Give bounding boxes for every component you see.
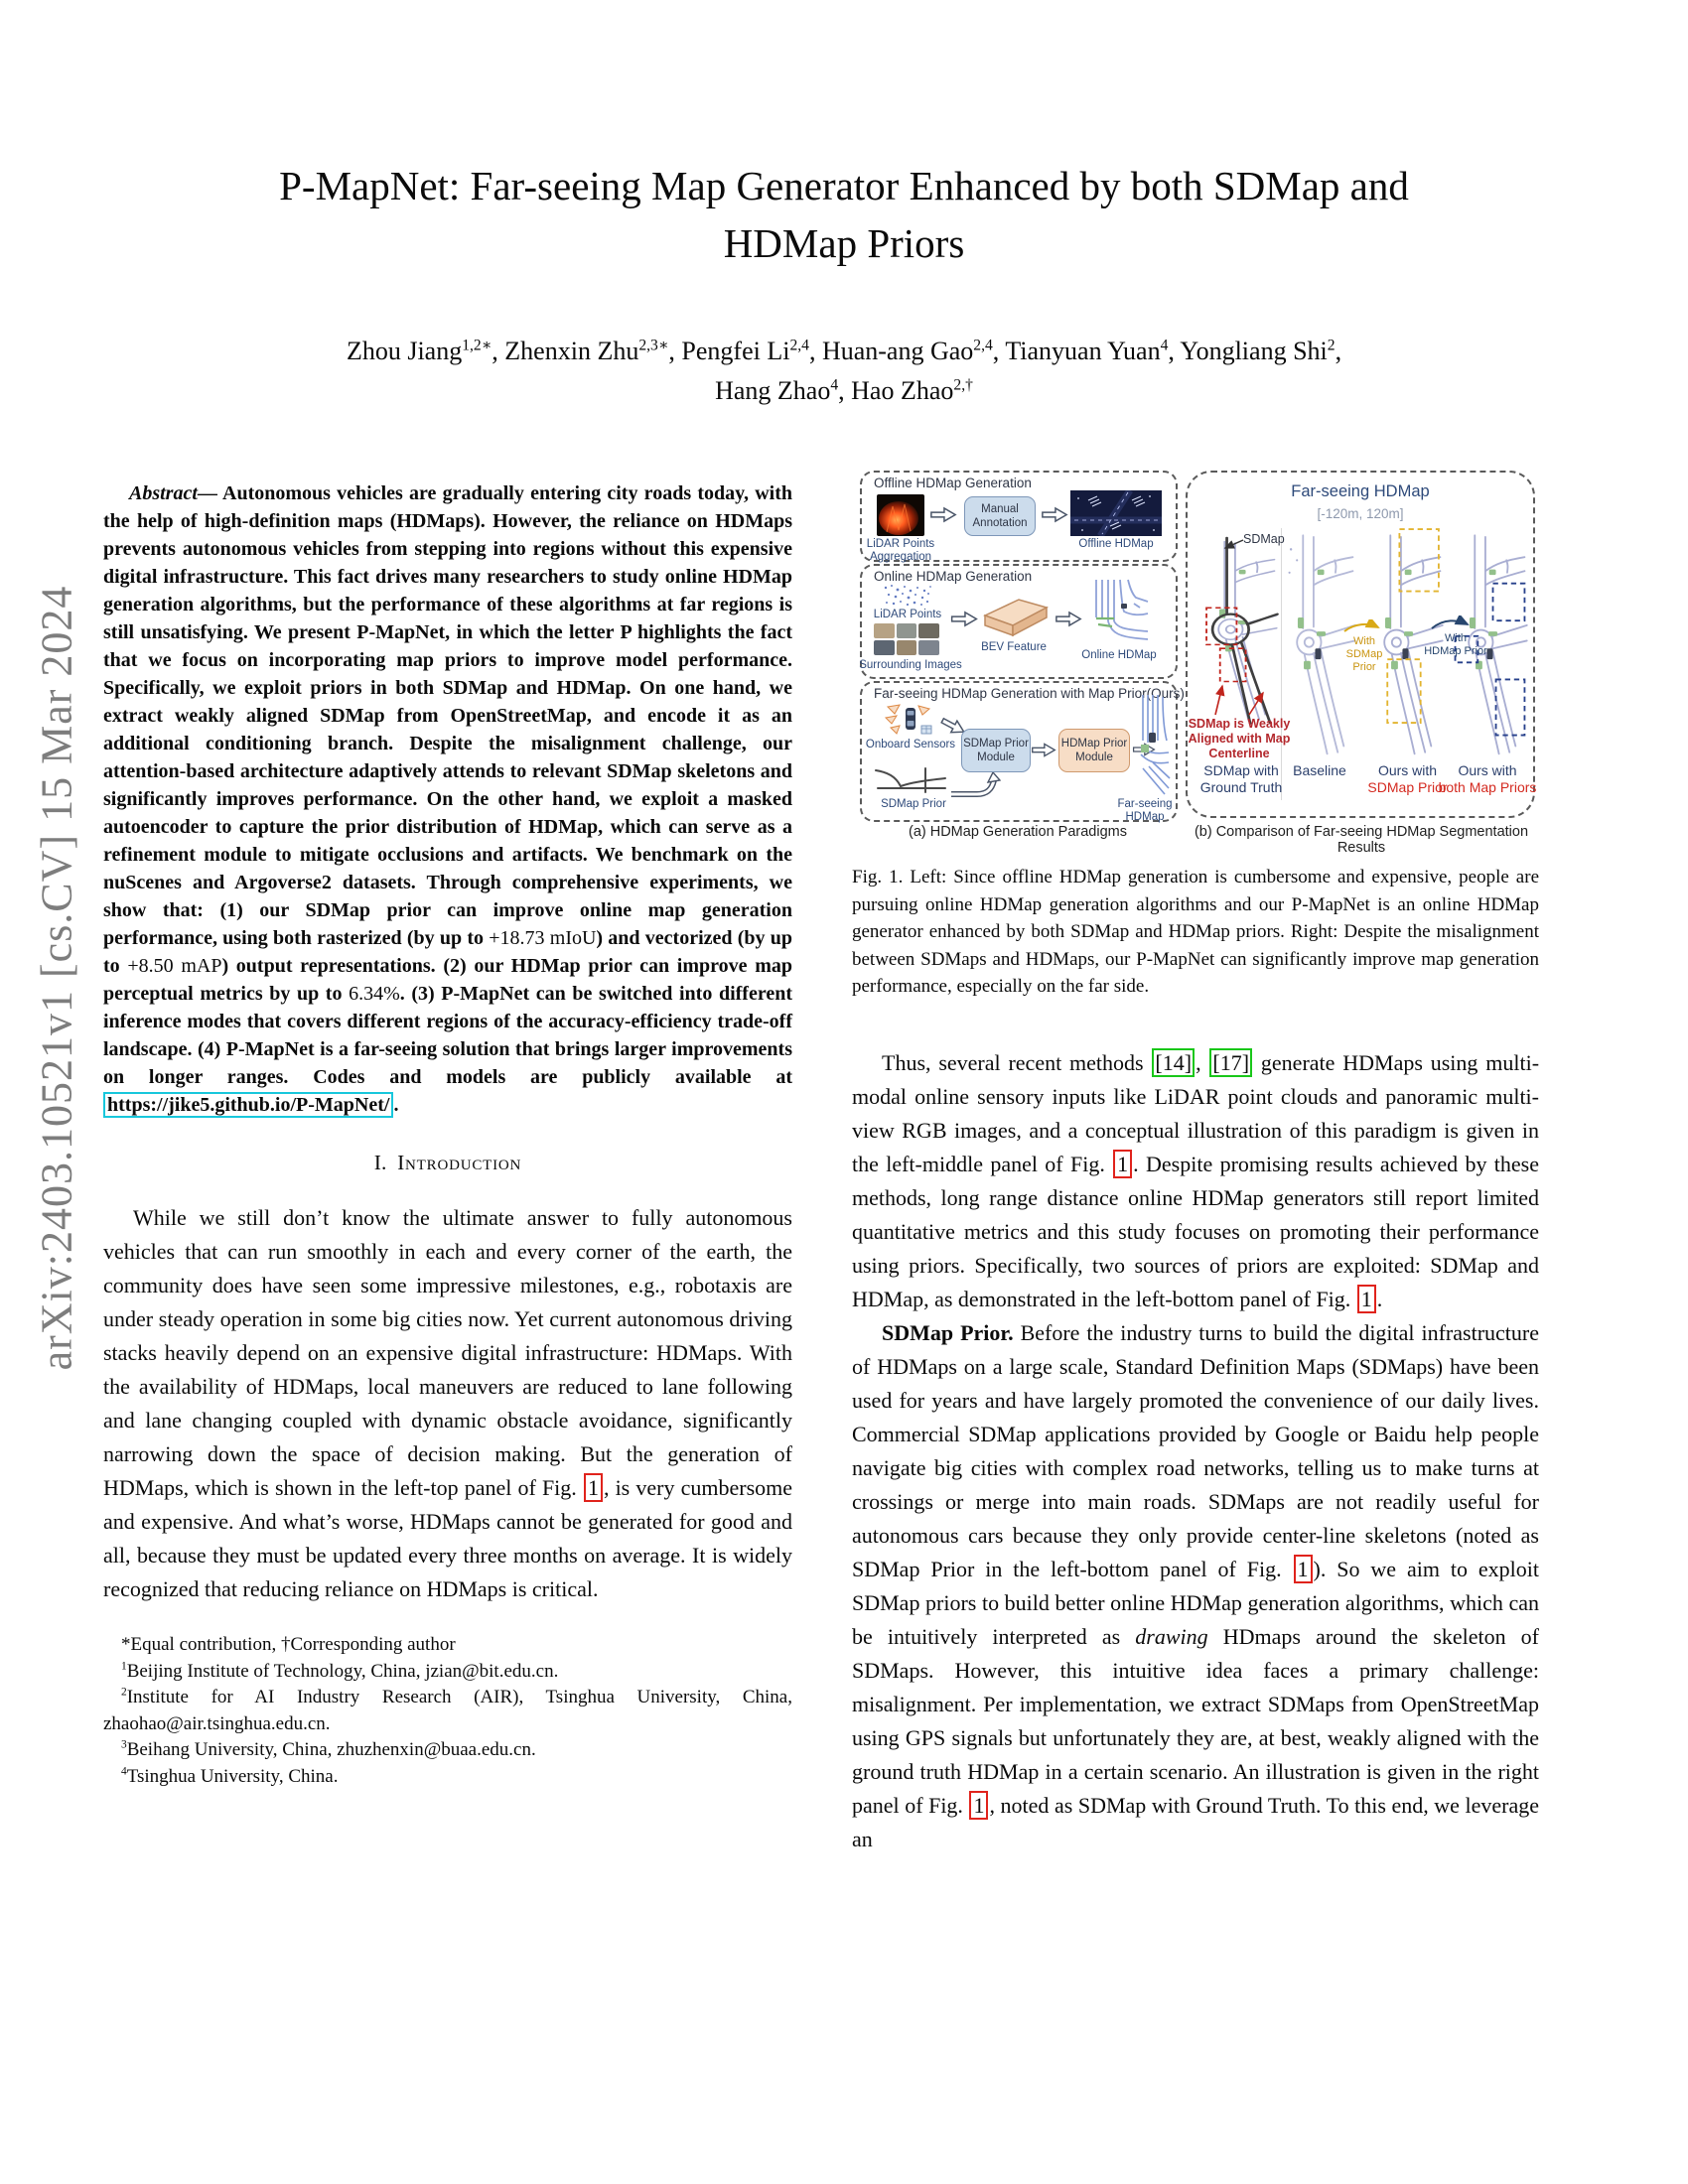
sdmap-prior-label: SDMap Prior bbox=[881, 798, 946, 810]
column-label-sdmap-gt: SDMap with Ground Truth bbox=[1199, 762, 1283, 795]
with-hdmap-prior-arrow-icon bbox=[1430, 615, 1474, 631]
surrounding-images-label: Surrounding Images bbox=[859, 659, 962, 671]
sdmap-prior-sketch bbox=[874, 764, 949, 796]
figure-reference[interactable]: 1 bbox=[584, 1473, 603, 1502]
online-box-title: Online HDMap Generation bbox=[874, 569, 1033, 584]
panel-a-caption: (a) HDMap Generation Paradigms bbox=[908, 824, 1127, 840]
panel-b-caption: (b) Comparison of Far-seeing HDMap Segmentation Results bbox=[1194, 824, 1529, 856]
footnote-affiliation-4: $^4$Tsinghua University, China. bbox=[121, 1765, 339, 1787]
figure-1-caption: Fig. 1. Left: Since offline HDMap generation is cumbersome and expensive, people are pursuing online HDMap generation algorithms and our P-MapNet is an online HDMap generator enhanced by both SDMap and HDMap priors. Right: Despite the misalignment between SDMaps and HDMaps, our P-MapNet can significantly improve map generation performance, especially on the far side. bbox=[852, 867, 1539, 997]
section-title: Introduction bbox=[397, 1151, 522, 1174]
section-heading-introduction bbox=[103, 1151, 792, 1175]
column-label-baseline: Baseline bbox=[1293, 762, 1346, 778]
section-number: I. bbox=[373, 1151, 387, 1174]
paragraph-recent-methods: Thus, several recent methods [14] , [17] generate HDMaps using multi-modal online sensory inputs like LiDAR point clouds and panoramic multi-view RGB images, and a conceptual illustration of this paradigm is given in the left-middle panel of Fig. 1 . Despite promising results achieved by these methods, long range distance online HDMap generators still report limited quantitative metrics and this study focuses on promoting their performance using priors. Specifically, two sources of priors are exploited: SDMap and HDMap, as demonstrated in the left-bottom panel of Fig. 1 . bbox=[852, 1050, 1540, 1311]
arrow-right-icon bbox=[1041, 505, 1068, 524]
author-list bbox=[0, 332, 1688, 411]
farseeing-hdmap-label: Far-seeing HDMap bbox=[1117, 798, 1173, 823]
with-sdmap-prior-label: With SDMap Prior bbox=[1345, 635, 1383, 673]
farseeing-hdmap-generation-box bbox=[860, 681, 1185, 823]
right-column bbox=[852, 1046, 1539, 1856]
online-hdmap-generation-box bbox=[860, 564, 1178, 679]
online-hdmap-image bbox=[1088, 578, 1150, 647]
figure-reference[interactable]: 1 bbox=[969, 1791, 988, 1820]
with-hdmap-prior-label: With HDMap Prior bbox=[1424, 632, 1487, 657]
figure-reference[interactable]: 1 bbox=[1294, 1555, 1313, 1583]
project-url-link[interactable]: https://jike5.github.io/P-MapNet/ bbox=[103, 1092, 393, 1118]
title-line-2: HDMap Priors bbox=[723, 220, 965, 266]
lidar-aggregation-image bbox=[877, 494, 924, 536]
footnote-affiliation-2: $^2$Institute for AI Industry Research (AIR), Tsinghua University, China, zhaohao@air.tsinghua.edu.cn. bbox=[103, 1686, 792, 1734]
online-hdmap-label: Online HDMap bbox=[1081, 649, 1157, 661]
arrow-right-icon bbox=[1055, 610, 1082, 628]
lidar-points-label: LiDAR Points bbox=[873, 609, 942, 620]
weakly-aligned-note: SDMap is Weakly Aligned with Map Centerline bbox=[1188, 717, 1291, 760]
author-line-1: Zhou Jiang$^{1,2∗}$, Zhenxin Zhu$^{2,3∗}$, Pengfei Li$^{2,4}$, Huan-ang Gao$^{2,4}$, Tianyuan Yuan$^4$, Yongliang Shi$^2$, bbox=[346, 337, 1342, 365]
paper-title bbox=[0, 157, 1688, 272]
curved-arrow-icon bbox=[949, 772, 1001, 800]
footnote-affiliation-3: $^3$Beihang University, China, zhuzhenxin@buaa.edu.cn. bbox=[121, 1738, 536, 1760]
footnote-affiliation-1: $^1$Beijing Institute of Technology, China, jzian@bit.edu.cn. bbox=[121, 1660, 559, 1682]
bev-feature-slab bbox=[979, 594, 1051, 639]
left-column bbox=[103, 479, 792, 1790]
panel-b-title: Far-seeing HDMap bbox=[1291, 482, 1430, 500]
arrow-right-icon bbox=[1031, 741, 1056, 759]
column-label-ours-sdmap: Ours with SDMap Prior bbox=[1367, 762, 1448, 795]
sdmap-pointer-label: SDMap bbox=[1243, 532, 1285, 546]
offline-hdmap-image bbox=[1070, 490, 1162, 536]
arxiv-watermark: arXiv:2403.10521v1 [cs.CV] 15 Mar 2024 bbox=[32, 585, 81, 1371]
surrounding-images-grid bbox=[874, 623, 939, 655]
lidar-aggregation-label: LiDAR Points Aggregation bbox=[866, 538, 935, 563]
bev-feature-label: BEV Feature bbox=[981, 641, 1047, 653]
weakly-aligned-arrows-icon bbox=[1205, 681, 1281, 717]
lidar-points-image bbox=[880, 582, 935, 608]
offline-box-title: Offline HDMap Generation bbox=[874, 476, 1032, 490]
offline-hdmap-generation-box bbox=[860, 471, 1178, 562]
title-line-1: P-MapNet: Far-seeing Map Generator Enhanced by both SDMap and bbox=[279, 163, 1409, 208]
column-label-ours-both: Ours with both Map Priors bbox=[1438, 762, 1537, 795]
farseeing-box-title: Far-seeing HDMap Generation with Map Prior(Ours) bbox=[874, 686, 1185, 701]
hdmap-prior-module-box: HDMap Prior Module bbox=[1058, 729, 1130, 772]
citation-reference[interactable]: [14] bbox=[1152, 1048, 1195, 1077]
sdmap-pointer-arrow-icon bbox=[1219, 536, 1245, 552]
panel-b-range: [-120m, 120m] bbox=[1317, 506, 1404, 521]
sdmap-prior-module-box: SDMap Prior Module bbox=[961, 729, 1031, 772]
onboard-sensors-label: Onboard Sensors bbox=[865, 739, 956, 751]
arrow-right-icon bbox=[929, 505, 957, 524]
farseeing-comparison-box bbox=[1186, 471, 1535, 818]
figure-reference[interactable]: 1 bbox=[1357, 1285, 1376, 1313]
footnotes-block bbox=[103, 1632, 792, 1790]
arrow-right-icon bbox=[949, 610, 979, 628]
figure-1 bbox=[852, 457, 1539, 856]
figure-reference[interactable]: 1 bbox=[1113, 1150, 1132, 1178]
paragraph-sdmap-prior: SDMap Prior. Before the industry turns to build the digital infrastructure of HDMaps on a large scale, Standard Definition Maps (SDMaps) have been used for years and have largely promoted the convenience of our daily lives. Commercial SDMap applications provided by Google or Baidu help people navigate big cities with complex road networks, telling us to make turns at crossings or merge into main roads. SDMaps are not readily useful for autonomous cars because they only provide center-line skeletons (noted as SDMap Prior in the left-bottom panel of Fig. 1 ). So we aim to exploit SDMap priors to build better online HDMap generation algorithms, which can be intuitively interpreted as drawing HDmaps around the skeleton of SDMaps. However, this intuitive idea faces a primary challenge: misalignment. Per implementation, we extract SDMaps from OpenStreetMap using GPS signals but unfortunately they are, at best, weakly aligned with the ground truth HDMap in a certain scenario. An illustration is given in the right panel of Fig. 1 , noted as SDMap with Ground Truth. To this end, we leverage an bbox=[852, 1320, 1540, 1851]
manual-annotation-box: Manual Annotation bbox=[964, 496, 1036, 536]
onboard-sensors-icon bbox=[884, 703, 935, 737]
farseeing-hdmap-image bbox=[1137, 693, 1171, 798]
citation-reference[interactable]: [17] bbox=[1209, 1048, 1252, 1077]
author-line-2: Hang Zhao$^4$, Hao Zhao$^{2,\dagger}$ bbox=[715, 376, 973, 405]
introduction-paragraph: While we still don’t know the ultimate answer to fully autonomous vehicles that can run smoothly in each and every corner of the earth, the community does have seen some impressive milestones, e.g., robotaxis are under steady operation in some big cities now. Yet current autonomous driving stacks heavily depend on an expensive digital infrastructure: HDMaps. With the availability of HDMaps, local maneuvers are reduced to lane following and lane changing coupled with dynamic obstacle avoidance, significantly narrowing down the space of decision making. But the generation of HDMaps, which is shown in the left-top panel of Fig. 1 , is very cumbersome and expensive. And what’s worse, HDMaps cannot be generated for good and all, because they must be updated every three months on average. It is widely recognized that reducing reliance on HDMaps is critical. bbox=[103, 1205, 793, 1601]
footnote-contributions: *Equal contribution, †Corresponding author bbox=[121, 1634, 456, 1655]
offline-hdmap-label: Offline HDMap bbox=[1078, 538, 1154, 550]
abstract-paragraph: Abstract— Autonomous vehicles are gradually entering city roads today, with the help of high-definition maps (HDMaps). However, the reliance on HDMaps prevents autonomous vehicles from stepping into regions without this expensive digital infrastructure. This fact drives many researchers to study online HDMap generation algorithms, but the performance of these algorithms at far regions is still unsatisfying. We present P-MapNet, in which the letter P highlights the fact that we focus on incorporating map priors to improve model performance. Specifically, we exploit priors in both SDMap and HDMap. On one hand, we extract weakly aligned SDMap from OpenStreetMap, and encode it as an additional conditioning branch. Despite the misalignment challenge, our attention-based architecture adaptively attends to relevant SDMap skeletons and significantly improves performance. On the other hand, we exploit a masked autoencoder to capture the prior distribution of HDMap, which can serve as a refinement module to mitigate occlusions and artifacts. We benchmark on the nuScenes and Argoverse2 datasets. Through comprehensive experiments, we show that: (1) our SDMap prior can improve online map generation performance, using both rasterized (by up to +18.73 mIoU) and vectorized (by up to +8.50 mAP) output representations. (2) our HDMap prior can improve map perceptual metrics by up to 6.34%. (3) P-MapNet can be switched into different inference modes that covers different regions of the accuracy-efficiency trade-off landscape. (4) P-MapNet is a far-seeing solution that brings larger improvements on longer ranges. Codes and models are publicly available at https://jike5.github.io/P-MapNet/ . bbox=[103, 482, 792, 1116]
with-sdmap-prior-arrow-icon bbox=[1342, 619, 1384, 635]
